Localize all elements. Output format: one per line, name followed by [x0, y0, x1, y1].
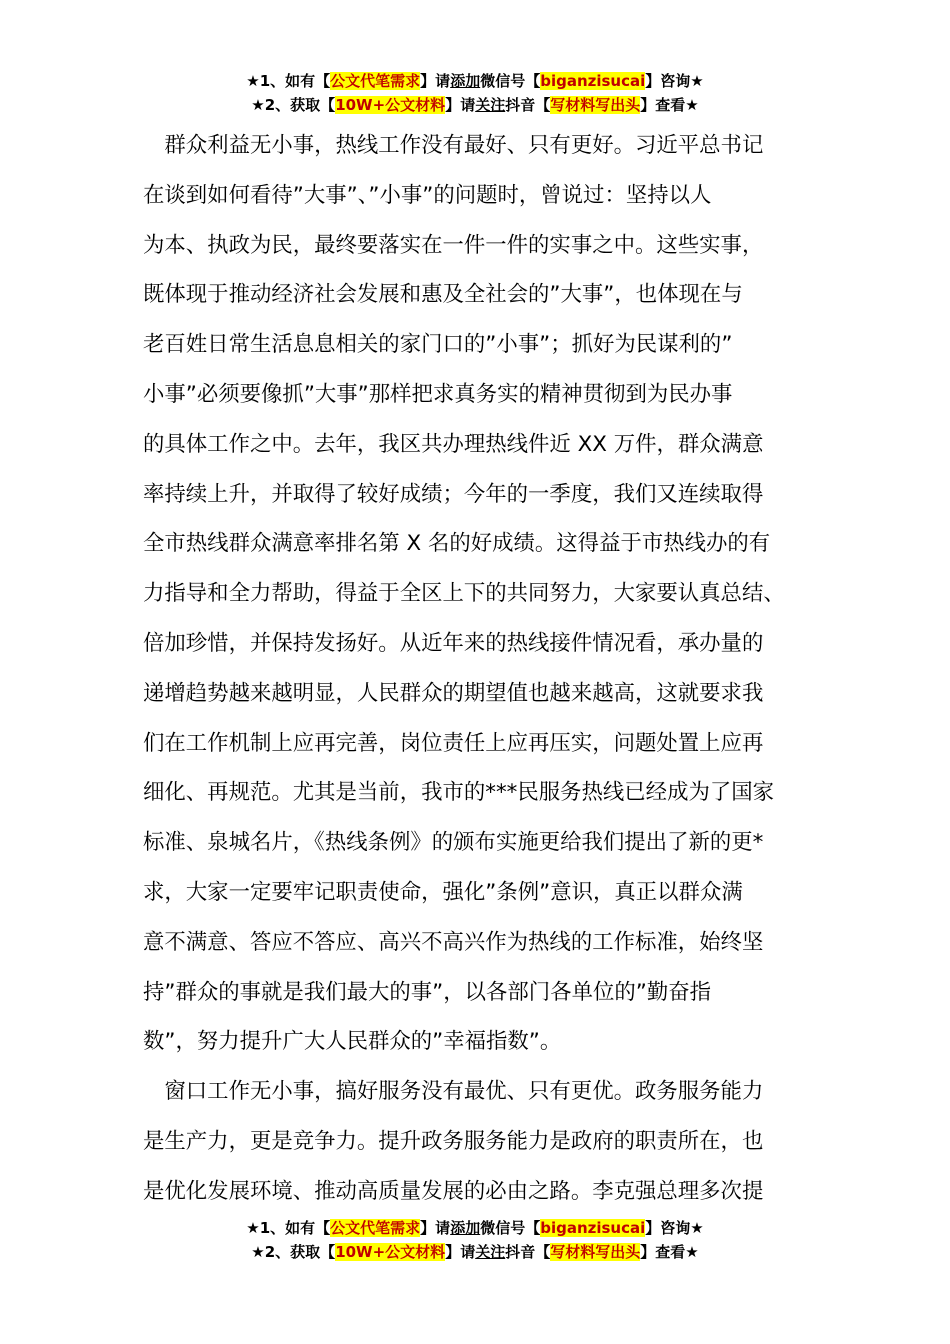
banner-text: 】请: [445, 96, 476, 114]
text-line: 倍加珍惜，并保持发扬好。从近年来的热线接件情况看，承办量的: [143, 630, 764, 656]
text-line: 率持续上升，并取得了较好成绩；今年的一季度，我们又连续取得: [143, 481, 764, 507]
banner-text: 】请: [420, 1219, 451, 1237]
text-line: 既体现于推动经济社会发展和惠及全社会的”大事”，也体现在与: [143, 282, 743, 308]
banner-text: ★1、如有【: [246, 1219, 331, 1237]
text-line: 持”群众的事就是我们最大的事”，以各部门各单位的”勤奋指: [143, 979, 712, 1005]
text-line: 在谈到如何看待”大事”、”小事”的问题时，曾说过：坚持以人: [143, 182, 712, 208]
banner-text: ★1、如有【: [246, 72, 331, 90]
banner-line-1: [0, 1216, 950, 1240]
text-line: 是优化发展环境、推动高质量发展的必由之路。李克强总理多次提: [143, 1178, 764, 1204]
underlined-text: 关注: [475, 96, 506, 114]
text-line: 递增趋势越来越明显，人民群众的期望值也越来越高，这就要求我: [143, 680, 764, 706]
banner-text: 】查看★: [640, 96, 699, 114]
highlight-service: 公文代笔需求: [330, 1219, 421, 1237]
text-line: 们在工作机制上应再完善，岗位责任上应再压实，问题处置上应再: [143, 730, 764, 756]
highlight-materials: 10W+公文材料: [335, 96, 446, 114]
text-line: 细化、再规范。尤其是当前，我市的***民服务热线已经成为了国家: [143, 780, 775, 806]
banner-text: 】请: [420, 72, 451, 90]
banner-text: 抖音【: [505, 96, 551, 114]
banner-line-2: [0, 93, 950, 117]
text-line: 的具体工作之中。去年，我区共办理热线件近 XX 万件，群众满意: [143, 431, 764, 457]
text-line: 求，大家一定要牢记职责使命，强化”条例”意识，真正以群众满: [143, 879, 743, 905]
banner-text: ★2、获取【: [251, 96, 336, 114]
text-line: 力指导和全力帮助，得益于全区上下的共同努力，大家要认真总结、: [143, 581, 785, 607]
banner-text: 抖音【: [505, 1243, 551, 1261]
text-line: 群众利益无小事，热线工作没有最好、只有更好。习近平总书记: [143, 133, 764, 158]
underlined-text: 添加: [450, 1219, 481, 1237]
text-line: 小事”必须要像抓”大事”那样把求真务实的精神贯彻到为民办事: [143, 381, 733, 407]
text-line: 老百姓日常生活息息相关的家门口的”小事”；抓好为民谋利的”: [143, 332, 733, 358]
banner-text: 微信号【: [480, 72, 541, 90]
banner-text: 】请: [445, 1243, 476, 1261]
banner-text: 】查看★: [640, 1243, 699, 1261]
highlight-douyin: 写材料写出头: [550, 1243, 641, 1261]
highlight-materials: 10W+公文材料: [335, 1243, 446, 1261]
banner-line-2: [0, 1240, 950, 1264]
document-body: [143, 121, 823, 1217]
text-line: 数”，努力提升广大人民群众的”幸福指数”。: [143, 1029, 562, 1055]
text-line: 标准、泉城名片，《热线条例》的颁布实施更给我们提出了新的更*: [143, 830, 764, 856]
banner-text: 】咨询★: [645, 72, 704, 90]
underlined-text: 添加: [450, 72, 481, 90]
highlight-wechat-id: biganzisucai: [540, 1219, 646, 1237]
banner-line-1: [0, 69, 950, 93]
text-line: 是生产力，更是竞争力。提升政务服务能力是政府的职责所在，也: [143, 1128, 764, 1154]
text-line: 意不满意、答应不答应、高兴不高兴作为热线的工作标准，始终坚: [143, 929, 764, 955]
footer-banner: [0, 1216, 950, 1264]
text-line: 为本、执政为民，最终要落实在一件一件的实事之中。这些实事，: [143, 232, 764, 258]
banner-text: 】咨询★: [645, 1219, 704, 1237]
text-line: 窗口工作无小事，搞好服务没有最优、只有更优。政务服务能力: [143, 1079, 764, 1105]
header-banner: [0, 69, 950, 117]
highlight-service: 公文代笔需求: [330, 72, 421, 90]
underlined-text: 关注: [475, 1243, 506, 1261]
banner-text: ★2、获取【: [251, 1243, 336, 1261]
text-line: 全市热线群众满意率排名第 X 名的好成绩。这得益于市热线办的有: [143, 531, 771, 557]
highlight-wechat-id: biganzisucai: [540, 72, 646, 90]
highlight-douyin: 写材料写出头: [550, 96, 641, 114]
banner-text: 微信号【: [480, 1219, 541, 1237]
